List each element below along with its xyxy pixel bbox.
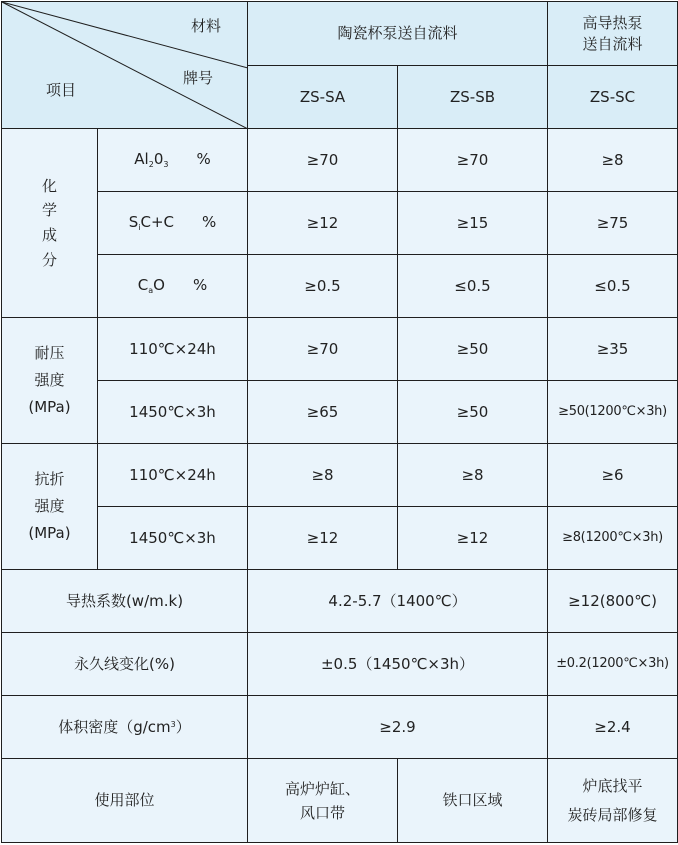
density-label-part: ） <box>175 717 191 736</box>
table-cell: ≤0.5 <box>398 255 548 318</box>
usage-line: 炉底找平 <box>582 777 643 795</box>
table-cell: ≥0.5 <box>248 255 398 318</box>
table-cell: ≥8(1200℃×3h) <box>548 507 678 570</box>
compressive-strength-label <box>2 318 98 444</box>
condition-cell: 110℃×24h <box>98 318 248 381</box>
table-cell: ≥6 <box>548 444 678 507</box>
chem-label-line: 化 <box>41 176 57 195</box>
formula-part: O <box>153 276 165 295</box>
table-cell: ±0.2(1200℃×3h) <box>548 633 678 696</box>
chem-item-cao <box>98 255 248 318</box>
group-header-ceramic: 陶瓷杯泵送自流料 <box>248 2 548 66</box>
table-cell: ≥75 <box>548 192 678 255</box>
table-cell: ≥2.4 <box>548 696 678 759</box>
flexural-label-line: (MPa) <box>28 524 71 542</box>
compressive-label-line: (MPa) <box>28 398 71 416</box>
condition-cell: 110℃×24h <box>98 444 248 507</box>
group-header-high-conductivity <box>548 2 678 66</box>
formula-sub: 2 <box>148 160 154 170</box>
table-cell: ≥50 <box>398 318 548 381</box>
bulk-density-label <box>2 696 248 759</box>
table-cell: ≥70 <box>248 318 398 381</box>
group-header-high-line2: 送自流料 <box>582 34 643 53</box>
flexural-strength-label <box>2 444 98 570</box>
linear-change-label: 永久线变化(%) <box>2 633 248 696</box>
table-cell: ≥12 <box>398 507 548 570</box>
compressive-label-line: 强度 <box>34 371 65 389</box>
formula-part: 0 <box>153 150 164 169</box>
chem-item-sic-c <box>98 192 248 255</box>
table-cell: ≥8 <box>398 444 548 507</box>
corner-header-cell <box>2 2 248 129</box>
unit-label: % <box>192 276 208 295</box>
table-cell: ≥70 <box>248 129 398 192</box>
flexural-label-line: 抗折 <box>34 470 65 488</box>
usage-cell-sa <box>248 759 398 843</box>
corner-grade-label: 牌号 <box>182 69 213 87</box>
usage-cell-sc <box>548 759 678 843</box>
table-cell: ≥65 <box>248 381 398 444</box>
table-cell: ≥12 <box>248 507 398 570</box>
table-cell: ≥8 <box>248 444 398 507</box>
chem-label-line: 成 <box>41 226 57 244</box>
usage-label: 使用部位 <box>2 759 248 843</box>
table-cell: 4.2-5.7（1400℃） <box>248 570 548 633</box>
corner-item-label: 项目 <box>46 81 77 99</box>
table-cell: ≤0.5 <box>548 255 678 318</box>
chem-label-line: 分 <box>41 250 57 269</box>
corner-material-label: 材料 <box>190 17 221 35</box>
formula-sub: i <box>138 223 141 233</box>
usage-cell-sb: 铁口区域 <box>398 759 548 843</box>
usage-line: 炭砖局部修复 <box>567 805 658 824</box>
chem-label-line: 学 <box>41 201 57 220</box>
unit-label: % <box>196 150 211 169</box>
formula-part: Al <box>134 150 149 169</box>
table-cell: ≥15 <box>398 192 548 255</box>
table-cell: ≥50 <box>398 381 548 444</box>
chem-composition-label <box>2 129 98 318</box>
condition-cell: 1450℃×3h <box>98 381 248 444</box>
formula-sub: a <box>148 286 154 296</box>
table-cell: ≥8 <box>548 129 678 192</box>
table-cell: ≥12 <box>248 192 398 255</box>
table-cell: ≥70 <box>398 129 548 192</box>
table-cell: ≥2.9 <box>248 696 548 759</box>
formula-part: C+C <box>140 213 174 232</box>
formula-sub: 3 <box>163 160 169 170</box>
properties-table <box>1 1 678 843</box>
table-cell: ≥50(1200℃×3h) <box>548 381 678 444</box>
condition-cell: 1450℃×3h <box>98 507 248 570</box>
density-label-sup: 3 <box>170 719 176 729</box>
table-cell: ≥12(800℃) <box>548 570 678 633</box>
formula-part: C <box>137 276 149 295</box>
density-label-part: 体积密度（g/cm <box>58 717 171 736</box>
grade-header-sc: ZS-SC <box>548 66 678 129</box>
table-cell: ≥35 <box>548 318 678 381</box>
chem-item-al2o3 <box>98 129 248 192</box>
formula-part: S <box>128 213 139 232</box>
grade-header-sb: ZS-SB <box>398 66 548 129</box>
table-cell: ±0.5（1450℃×3h） <box>248 633 548 696</box>
flexural-label-line: 强度 <box>34 497 65 515</box>
compressive-label-line: 耐压 <box>34 344 65 362</box>
usage-line: 高炉炉缸、 <box>284 779 360 798</box>
unit-label: % <box>202 213 217 232</box>
thermal-conductivity-label: 导热系数(w/m.k) <box>2 570 248 633</box>
group-header-high-line1: 高导热泵 <box>582 14 643 33</box>
usage-line: 风口带 <box>299 803 345 822</box>
grade-header-sa: ZS-SA <box>248 66 398 129</box>
